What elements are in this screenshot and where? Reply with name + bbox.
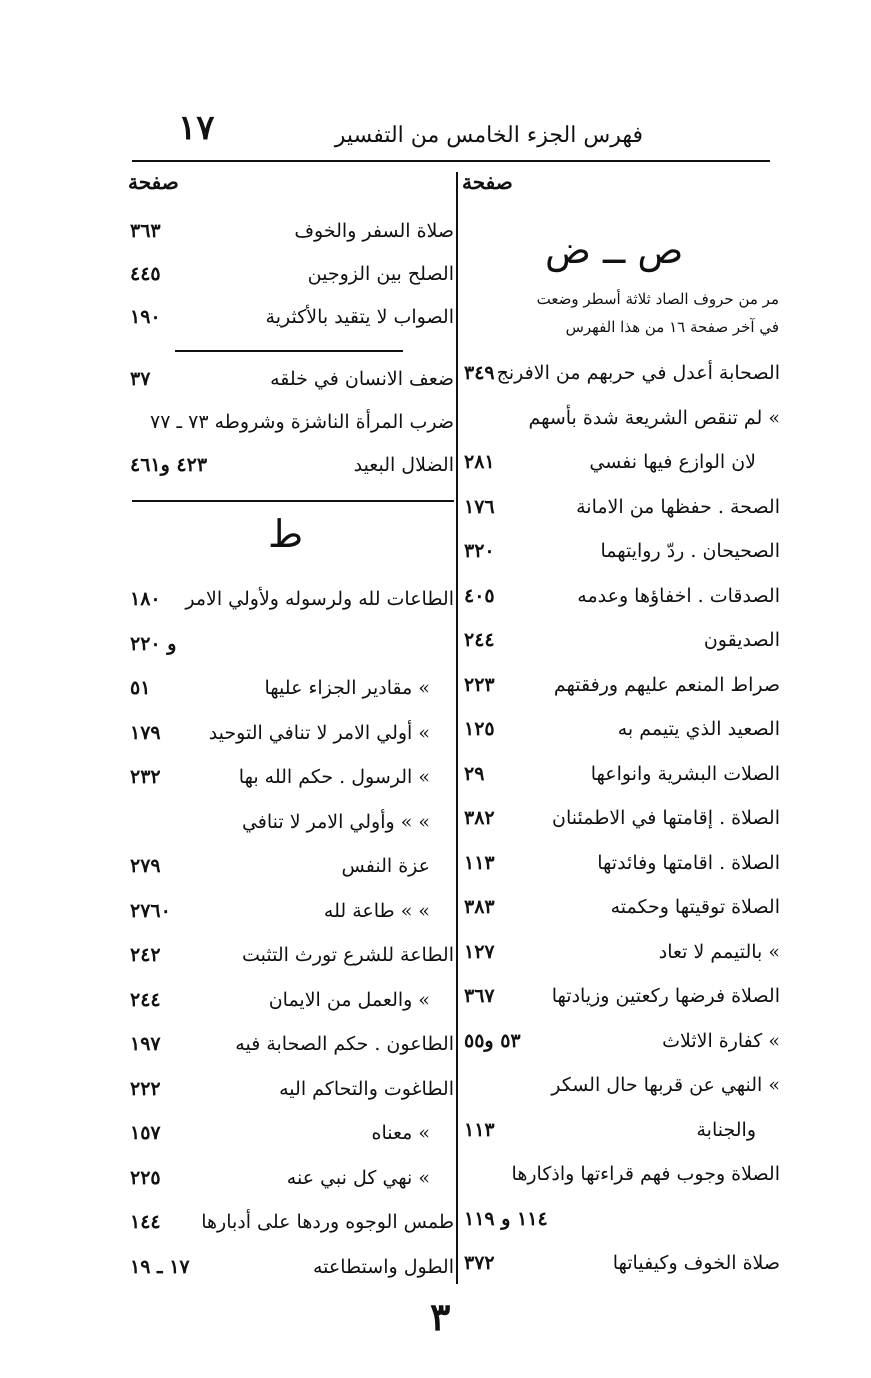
entry-text: الصحة . حفظها من الامانة [576,495,780,518]
index-entry [128,1205,456,1245]
entry-page: ٣٦٧ [464,985,495,1007]
entry-text: والجنابة [696,1118,756,1141]
entry-page: ٢٢٣ [464,673,495,696]
index-entry [462,712,782,752]
entry-page: ١٧٩ [130,721,161,744]
entry-text: الطاغوت والتحاكم اليه [279,1077,454,1100]
entry-page: ٣٨٣ [464,896,495,918]
entry-text: الصلح بين الزوجين [307,263,454,285]
entry-text: ضعف الانسان في خلقه [270,368,454,390]
entry-text: الصلاة . إقامتها في الاطمئنان [552,807,780,829]
index-entry [128,983,456,1023]
index-entry [462,846,782,886]
index-entry [462,1024,782,1064]
index-entry [128,760,456,800]
index-entry [462,890,782,930]
index-entry [128,1116,456,1156]
entry-text: صلاة السفر والخوف [294,220,454,242]
entry-text: صراط المنعم عليهم ورفقتهم [553,673,780,696]
page-number: ١٧ [178,108,215,148]
entry-page: ٣٤٩ [464,362,495,384]
entry-page: ٢٢٢ [130,1077,161,1100]
entry-page: ١٨٠ [130,588,161,610]
entry-page: ١٩٧ [130,1033,161,1055]
index-entry [462,445,782,485]
entry-page: ٢٤٤ [464,629,495,651]
entry-text: طمس الوجوه وردها على أدبارها [201,1211,454,1233]
left-separator-1 [175,350,403,352]
index-entry [128,716,456,756]
entry-page: ٢٨١ [464,451,495,473]
entry-page: ٣٨٢ [464,807,495,829]
index-entry [462,490,782,530]
index-entry [462,534,782,574]
entry-page: ٢٢٥ [130,1166,161,1189]
entry-text: » » طاعة لله [323,899,430,922]
entry-page: ١٢٥ [464,718,495,740]
index-entry [462,668,782,708]
entry-page: ١٩٠ [130,306,161,328]
index-entry [128,1072,456,1112]
index-entry [128,300,456,340]
entry-text: الصلاة . اقامتها وفائدتها [597,851,780,874]
entry-page: ١٧٦ [464,495,495,518]
entry-page: ٢٤٤ [130,988,161,1011]
index-entry [462,1068,782,1108]
entry-text: » لم تنقص الشريعة شدة بأسهم [528,406,780,429]
entry-page: و ٢٢٠ [130,632,177,655]
entry-text: » كفارة الاثلاث [662,1029,780,1052]
entry-text: » نهي كل نبي عنه [286,1166,430,1189]
index-entry [128,448,456,488]
right-column-label: صفحة [462,170,513,194]
index-entry [128,627,456,667]
entry-text: الصحيحان . ردّ روايتهما [600,540,780,562]
entry-page: ٣٢٠ [464,540,495,562]
left-separator-2 [132,500,454,502]
entry-text: الطاعات لله ولرسوله ولأولي الامر [185,588,454,610]
entry-text: » بالتيمم لا تعاد [658,940,780,963]
index-entry [462,1202,782,1242]
index-entry [462,935,782,975]
entry-text: الطاعون . حكم الصحابة فيه [235,1033,454,1055]
index-entry [128,214,456,254]
entry-text: الصديقون [703,629,780,651]
entry-text: » الرسول . حكم الله بها [238,766,430,788]
entry-text: » والعمل من الايمان [268,988,430,1011]
index-entry [462,1157,782,1197]
index-entry [462,401,782,441]
index-entry [128,894,456,934]
entry-page: ٤٤٥ [130,263,161,285]
left-column-label: صفحة [128,170,179,194]
header-rule [132,160,770,162]
index-entry [128,805,456,845]
entry-text: الضلال البعيد [353,454,454,476]
entry-page: ١٢٧ [464,940,495,963]
entry-text: عزة النفس [341,855,430,877]
entry-text: » أولي الامر لا تنافي التوحيد [208,721,430,744]
note-line-2: في آخر صفحة ١٦ من هذا الفهرس [565,318,779,336]
entry-text: الصواب لا يتقيد بالأكثرية [265,306,454,328]
entry-text: الصلات البشرية وانواعها [590,762,780,785]
entry-page: ٢٣٢ [130,766,161,788]
index-entry [462,356,782,396]
index-entry [128,257,456,297]
entry-text: لان الوازع فيها نفسي [589,451,756,473]
entry-text: » » وأولي الامر لا تنافي [241,810,430,833]
entry-page: ٢٩ [464,762,485,785]
entry-text: ضرب المرأة الناشزة وشروطه ٧٣ ـ ٧٧ [150,411,454,433]
entry-text: الصلاة وجوب فهم قراءتها واذكارها [511,1163,780,1185]
index-entry [462,979,782,1019]
entry-text: الطول واستطاعته [312,1255,454,1278]
signature-mark: ٣ [430,1294,451,1339]
index-entry [462,757,782,797]
index-entry [462,623,782,663]
index-entry [128,849,456,889]
index-entry [462,579,782,619]
index-entry [462,1246,782,1286]
section-letter-ta: ط [268,512,304,556]
index-entry [128,582,456,622]
entry-page: ١١٣ [464,1118,495,1141]
entry-text: الصعيد الذي يتيمم به [617,718,780,740]
entry-page: ٤٢٣ و٤٦١ [130,454,208,476]
entry-page: ٥١ [130,677,151,699]
entry-page: ٣٦٣ [130,220,161,242]
note-line-1: مر من حروف الصاد ثلاثة أسطر وضعت [536,290,779,308]
entry-page: ١١٤ و ١١٩ [464,1207,548,1230]
entry-page: ١٧ ـ ١٩ [130,1255,190,1278]
entry-page: ١١٣ [464,851,495,874]
entry-page: ٢٧٦٠ [130,899,171,922]
page-title: فهرس الجزء الخامس من التفسير [334,123,643,148]
index-entry [128,1250,456,1290]
column-divider [456,172,458,1284]
entry-text: الصدقات . اخفاؤها وعدمه [577,584,780,607]
entry-text: » معناه [371,1122,430,1144]
entry-page: ٥٣ و٥٥ [464,1029,521,1052]
index-entry [128,1027,456,1067]
entry-text: الطاعة للشرع تورث التثبت [241,944,454,966]
entry-page: ٢٧٩ [130,855,161,877]
index-entry [128,1161,456,1201]
entry-text: صلاة الخوف وكيفياتها [612,1252,780,1274]
index-entry [128,362,456,402]
entry-page: ٢٤٢ [130,944,161,966]
entry-page: ٣٧ [130,368,151,390]
entry-text: الصلاة فرضها ركعتين وزيادتها [551,985,780,1007]
index-entry [128,405,456,445]
entry-text: » النهي عن قربها حال السكر [551,1074,780,1096]
entry-text: الصحابة أعدل في حربهم من الافرنج [496,362,780,384]
entry-page: ١٤٤ [130,1211,161,1233]
entry-text: » مقادير الجزاء عليها [264,677,430,699]
entry-page: ٤٠٥ [464,584,495,607]
index-entry [462,801,782,841]
entry-page: ١٥٧ [130,1122,161,1144]
entry-text: الصلاة توقيتها وحكمته [610,896,780,918]
entry-page: ٣٧٢ [464,1252,495,1274]
index-entry [462,1113,782,1153]
section-letter-sad-dad: ص ــ ض [545,228,684,272]
index-entry [128,671,456,711]
index-entry [128,938,456,978]
